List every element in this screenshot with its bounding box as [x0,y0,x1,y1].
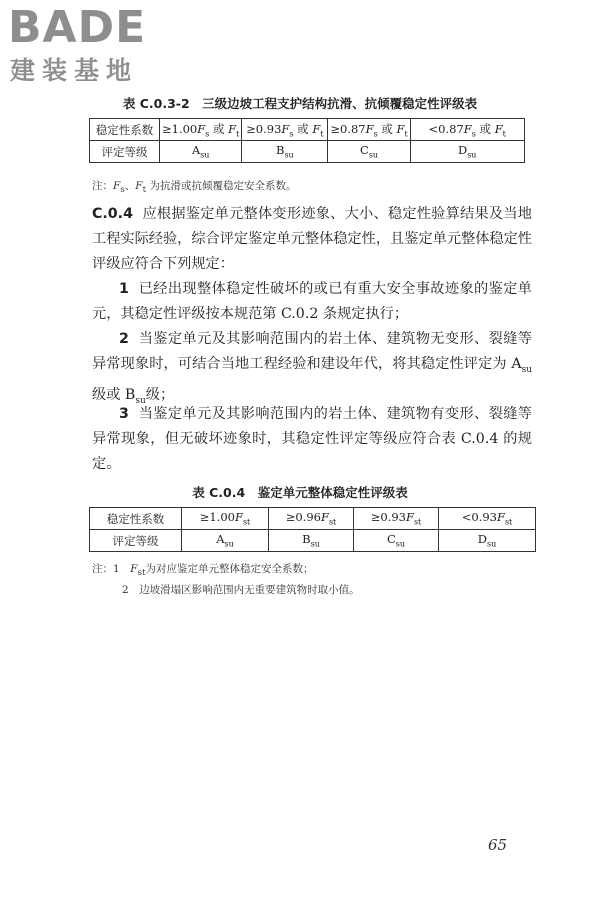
clause-c04 [92,202,532,277]
table2-row2-label: 评定等级 [90,530,182,552]
table1-note: 注：$F_s$、$F_t$ 为抗滑或抗倾覆稳定安全系数。 [92,180,297,196]
table1-cell: $\ge 0.93F_s$ 或 $F_t$ [242,119,328,141]
table1-cell: $A_{su}$ [160,141,242,163]
table1-row-grade [90,141,525,163]
table2-cell: $\ge 0.96F_{st}$ [269,508,354,530]
logo-wordmark: BADE [8,2,147,53]
table2-caption: 表 C.0.4 鉴定单元整体稳定性评级表 [192,485,408,500]
table2-cell: $B_{su}$ [269,530,354,552]
page-number: 65 [488,836,508,854]
table2 [89,507,536,552]
table2-cell: $<0.93F_{st}$ [439,508,536,530]
table2-cell: $C_{su}$ [354,530,439,552]
table2-row-coefficient [90,508,536,530]
table1 [89,118,525,163]
clause-item-2: 2 当鉴定单元及其影响范围内的岩土体、建筑物无变形、裂缝等异常现象时，可结合当地工程经验和建设年代，将其稳定性评定为 $A_{su}$级或 $B_{su}$级； [92,331,532,406]
logo [8,4,183,90]
clause-text: 应根据鉴定单元整体变形迹象、大小、稳定性验算结果及当地工程实际经验，综合评定鉴定单元整体稳定性，且鉴定单元整体稳定性评级应符合下列规定： [92,206,532,272]
table1-cell: $\ge 0.87F_s$ 或 $F_t$ [328,119,410,141]
table1-cell: $\ge 1.00F_s$ 或 $F_t$ [160,119,242,141]
table1-cell: $C_{su}$ [328,141,410,163]
table2-cell: $D_{su}$ [439,530,536,552]
table2-note-1: 注：1 $F_{st}$为对应鉴定单元整体稳定安全系数； [92,563,314,579]
table2-cell: $A_{su}$ [182,530,269,552]
table1-row2-label: 评定等级 [90,141,160,163]
clause-item-3: 3 当鉴定单元及其影响范围内的岩土体、建筑物有变形、裂缝等异常现象，但无破坏迹象时，其稳定性评定等级应符合表 C.0.4 的规定。 [92,406,532,472]
table1-caption: 表 C.0.3-2 三级边坡工程支护结构抗滑、抗倾覆稳定性评级表 [122,96,478,111]
table2-note-2: 2 边坡滑塌区影响范围内无重要建筑物时取小值。 [122,584,360,596]
clause-item-1: 1 已经出现整体稳定性破坏的或已有重大安全事故迹象的鉴定单元，其稳定性评级按本规范第 C.0.2 条规定执行； [92,281,532,322]
table1-cell: $B_{su}$ [242,141,328,163]
table2-row-grade [90,530,536,552]
table1-row-coefficient [90,119,525,141]
table2-cell: $\ge 0.93F_{st}$ [354,508,439,530]
table2-row1-label: 稳定性系数 [90,508,182,530]
logo-subtitle: 建装基地 [10,56,139,85]
table1-row1-label: 稳定性系数 [90,119,160,141]
table1-cell: $D_{su}$ [410,141,524,163]
table1-cell: $<0.87F_s$ 或 $F_t$ [410,119,524,141]
clause-number: C.0.4 [92,206,133,222]
table2-cell: $\ge 1.00F_{st}$ [182,508,269,530]
